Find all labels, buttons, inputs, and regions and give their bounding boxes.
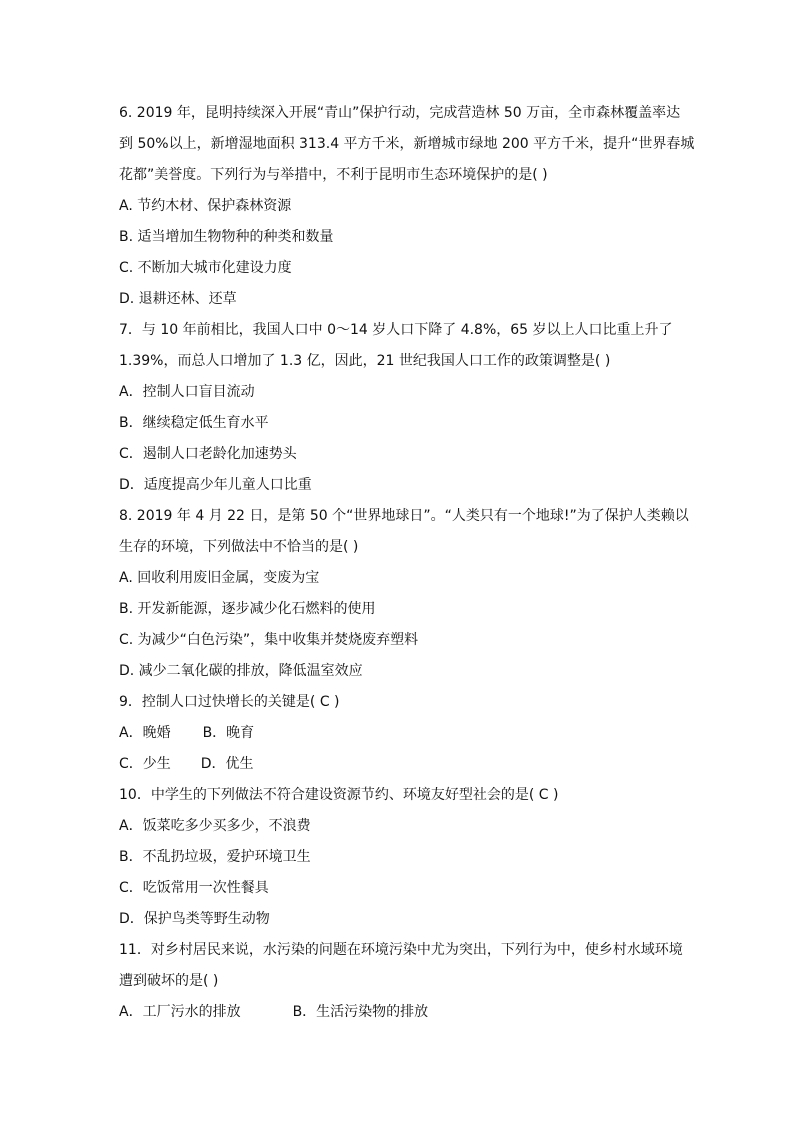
option-a: A. 回收利用废旧金属，变废为宝 xyxy=(119,570,320,586)
option-a: A．饭菜吃多少买多少，不浪费 xyxy=(119,818,311,834)
option-b: B. 开发新能源，逐步减少化石燃料的使用 xyxy=(119,601,376,617)
option-row xyxy=(119,749,689,780)
question-7 xyxy=(119,315,689,501)
question-stem-line: 到 50%以上，新增湿地面积 313.4 平方千米，新增城市绿地 200 平方千米，提升“世界春城 xyxy=(119,136,695,152)
option-d: D．优生 xyxy=(200,756,254,772)
option-d: D. 减少二氧化碳的排放，降低温室效应 xyxy=(119,663,363,679)
option-d: D．适度提高少年儿童人口比重 xyxy=(119,477,312,493)
option-row xyxy=(119,997,689,1028)
question-stem-line: 8. 2019 年 4 月 22 日，是第 50 个“世界地球日”。“人类只有一个地球!”为了保护人类赖以 xyxy=(119,508,689,524)
option-row xyxy=(119,718,689,749)
option-c: C．少生 xyxy=(119,756,171,772)
option-b: B. 适当增加生物物种的种类和数量 xyxy=(119,229,334,245)
option-c: C．遏制人口老龄化加速势头 xyxy=(119,446,297,462)
question-stem-line: 花都”美誉度。下列行为与举措中，不利于昆明市生态环境保护的是( ) xyxy=(119,167,548,183)
question-6 xyxy=(119,98,695,315)
option-b: B．晚育 xyxy=(202,725,255,741)
option-d: D. 退耕还林、还草 xyxy=(119,291,237,307)
question-8 xyxy=(119,501,689,687)
option-c: C．吃饭常用一次性餐具 xyxy=(119,880,269,896)
option-c: C. 为减少“白色污染”，集中收集并焚烧废弃塑料 xyxy=(119,632,419,648)
question-10 xyxy=(119,780,689,935)
option-a: A．控制人口盲目流动 xyxy=(119,384,255,400)
option-c: C. 不断加大城市化建设力度 xyxy=(119,260,292,276)
question-stem-line: 9．控制人口过快增长的关键是( C ) xyxy=(119,694,340,710)
question-11 xyxy=(119,935,689,1028)
option-a: A. 节约木材、保护森林资源 xyxy=(119,198,292,214)
question-stem-line: 生存的环境，下列做法中不恰当的是( ) xyxy=(119,539,359,555)
question-stem-line: 7．与 10 年前相比，我国人口中 0～14 岁人口下降了 4.8%，65 岁以上人口比重上升了 xyxy=(119,322,673,338)
option-b: B．不乱扔垃圾，爱护环境卫生 xyxy=(119,849,311,865)
option-b: B．继续稳定低生育水平 xyxy=(119,415,269,431)
option-b: B．生活污染物的排放 xyxy=(292,1004,429,1020)
option-a: A．晚婚 xyxy=(119,725,171,741)
question-9 xyxy=(119,687,689,780)
question-stem-line: 10．中学生的下列做法不符合建设资源节约、环境友好型社会的是( C ) xyxy=(119,787,559,803)
question-list xyxy=(119,98,695,1028)
option-d: D．保护鸟类等野生动物 xyxy=(119,911,270,927)
question-stem-line: 遭到破坏的是( ) xyxy=(119,973,219,989)
question-stem-line: 11．对乡村居民来说，水污染的问题在环境污染中尤为突出，下列行为中，使乡村水域环境 xyxy=(119,942,683,958)
question-stem-line: 6. 2019 年，昆明持续深入开展“青山”保护行动，完成营造林 50 万亩，全市森林覆盖率达 xyxy=(119,105,681,121)
option-a: A．工厂污水的排放 xyxy=(119,1004,241,1020)
question-stem-line: 1.39%，而总人口增加了 1.3 亿，因此，21 世纪我国人口工作的政策调整是( ) xyxy=(119,353,611,369)
